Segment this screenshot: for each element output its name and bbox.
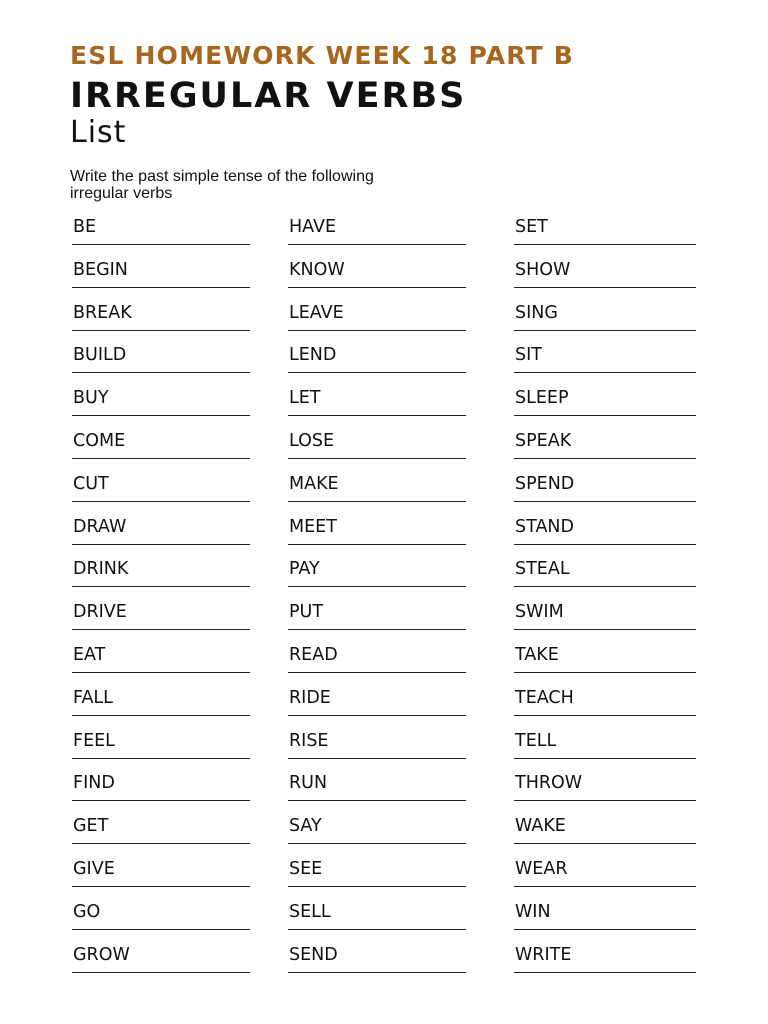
verb-label: FALL	[73, 687, 113, 708]
answer-blank-line[interactable]	[288, 330, 466, 331]
verb-label: SING	[515, 302, 558, 323]
answer-blank-line[interactable]	[72, 244, 250, 245]
verb-row	[514, 852, 696, 895]
verb-row	[514, 338, 696, 381]
answer-blank-line[interactable]	[288, 672, 466, 673]
verb-label: LEND	[289, 345, 337, 366]
verb-row	[72, 253, 250, 296]
verb-label: WAKE	[515, 816, 566, 837]
verb-label: TELL	[515, 730, 557, 751]
verb-row	[72, 809, 250, 852]
answer-blank-line[interactable]	[72, 330, 250, 331]
verb-label: RIDE	[289, 687, 331, 708]
verb-label: BUY	[73, 388, 109, 409]
verb-row	[72, 724, 250, 767]
answer-blank-line[interactable]	[514, 758, 696, 759]
answer-blank-line[interactable]	[288, 886, 466, 887]
verb-row	[72, 681, 250, 724]
instructions-text: Write the past simple tense of the following irregular verbs	[70, 168, 374, 202]
answer-blank-line[interactable]	[72, 287, 250, 288]
verb-label: BUILD	[73, 345, 127, 366]
verb-row	[72, 424, 250, 467]
answer-blank-line[interactable]	[72, 715, 250, 716]
page-subtitle: List	[70, 115, 127, 150]
verb-row	[72, 638, 250, 681]
verb-label: LOSE	[289, 430, 335, 451]
verb-label: PAY	[289, 559, 320, 580]
answer-blank-line[interactable]	[514, 886, 696, 887]
answer-blank-line[interactable]	[72, 415, 250, 416]
verb-row	[72, 552, 250, 595]
verb-row	[288, 809, 466, 852]
verb-row	[514, 381, 696, 424]
verb-label: GET	[73, 816, 109, 837]
verb-label: WIN	[515, 901, 551, 922]
verb-row	[72, 938, 250, 981]
verb-label: KNOW	[289, 259, 345, 280]
verb-row	[288, 424, 466, 467]
verb-label: GROW	[73, 944, 130, 965]
verb-row	[514, 766, 696, 809]
verb-column-2	[288, 210, 466, 980]
verb-row	[72, 852, 250, 895]
answer-blank-line[interactable]	[288, 415, 466, 416]
verb-row	[72, 210, 250, 253]
answer-blank-line[interactable]	[514, 972, 696, 973]
verb-row	[288, 595, 466, 638]
verb-label: DRIVE	[73, 602, 127, 623]
verb-row	[72, 381, 250, 424]
verb-row	[72, 467, 250, 510]
verb-label: BE	[73, 217, 97, 237]
answer-blank-line[interactable]	[288, 629, 466, 630]
answer-blank-line[interactable]	[514, 800, 696, 801]
answer-blank-line[interactable]	[288, 544, 466, 545]
answer-blank-line[interactable]	[288, 800, 466, 801]
verb-row	[288, 895, 466, 938]
answer-blank-line[interactable]	[288, 586, 466, 587]
answer-blank-line[interactable]	[514, 586, 696, 587]
verb-label: DRINK	[73, 559, 129, 580]
verb-label: SEND	[289, 944, 338, 965]
verb-label: HAVE	[289, 217, 337, 237]
answer-blank-line[interactable]	[288, 843, 466, 844]
verb-row	[288, 938, 466, 981]
verb-label: BREAK	[73, 302, 132, 323]
verb-row	[288, 852, 466, 895]
verb-label: STEAL	[515, 559, 570, 580]
verb-row	[514, 681, 696, 724]
verb-label: SHOW	[515, 259, 571, 280]
answer-blank-line[interactable]	[72, 501, 250, 502]
verb-row	[514, 552, 696, 595]
answer-blank-line[interactable]	[514, 330, 696, 331]
answer-blank-line[interactable]	[514, 458, 696, 459]
verb-label: CUT	[73, 473, 109, 494]
answer-blank-line[interactable]	[72, 886, 250, 887]
verb-column-3	[514, 210, 696, 980]
verb-row	[514, 467, 696, 510]
answer-blank-line[interactable]	[72, 929, 250, 930]
verb-label: GIVE	[73, 858, 115, 879]
answer-blank-line[interactable]	[72, 672, 250, 673]
verb-label: DRAW	[73, 516, 127, 537]
verb-row	[514, 638, 696, 681]
verb-row	[288, 253, 466, 296]
answer-blank-line[interactable]	[72, 629, 250, 630]
verb-row	[514, 424, 696, 467]
worksheet-kicker: ESL HOMEWORK WEEK 18 PART B	[70, 41, 575, 70]
verb-label: TAKE	[515, 644, 559, 665]
answer-blank-line[interactable]	[514, 672, 696, 673]
verb-row	[514, 938, 696, 981]
answer-blank-line[interactable]	[514, 372, 696, 373]
page-title: IRREGULAR VERBS	[70, 76, 467, 116]
verb-row	[288, 681, 466, 724]
verb-label: COME	[73, 430, 126, 451]
answer-blank-line[interactable]	[514, 244, 696, 245]
verb-row	[288, 381, 466, 424]
verb-row	[288, 724, 466, 767]
verb-label: SAY	[289, 816, 322, 837]
answer-blank-line[interactable]	[514, 287, 696, 288]
verb-row	[288, 467, 466, 510]
verb-label: WEAR	[515, 858, 568, 879]
verb-label: MAKE	[289, 473, 339, 494]
verb-label: RISE	[289, 730, 329, 751]
verb-row	[514, 895, 696, 938]
answer-blank-line[interactable]	[72, 972, 250, 973]
verb-row	[514, 724, 696, 767]
verb-label: FEEL	[73, 730, 115, 751]
answer-blank-line[interactable]	[72, 800, 250, 801]
verb-row	[72, 895, 250, 938]
verb-label: SWIM	[515, 602, 564, 623]
verb-row	[72, 296, 250, 339]
answer-blank-line[interactable]	[72, 758, 250, 759]
verb-row	[288, 638, 466, 681]
verb-row	[514, 210, 696, 253]
verb-row	[514, 809, 696, 852]
answer-blank-line[interactable]	[288, 715, 466, 716]
verb-row	[514, 595, 696, 638]
answer-blank-line[interactable]	[72, 372, 250, 373]
verb-row	[288, 210, 466, 253]
answer-blank-line[interactable]	[288, 501, 466, 502]
answer-blank-line[interactable]	[514, 629, 696, 630]
verb-label: READ	[289, 644, 338, 665]
verb-label: SPEAK	[515, 430, 572, 451]
verb-row	[288, 552, 466, 595]
answer-blank-line[interactable]	[288, 458, 466, 459]
verb-label: SLEEP	[515, 388, 569, 409]
verb-label: SELL	[289, 901, 331, 922]
answer-blank-line[interactable]	[514, 843, 696, 844]
verb-row	[72, 510, 250, 553]
verb-label: SPEND	[515, 473, 575, 494]
verb-label: LEAVE	[289, 302, 344, 323]
verb-label: SEE	[289, 858, 323, 879]
verb-row	[514, 253, 696, 296]
answer-blank-line[interactable]	[288, 287, 466, 288]
answer-blank-line[interactable]	[514, 501, 696, 502]
verb-label: THROW	[515, 773, 583, 794]
verb-label: MEET	[289, 516, 337, 537]
verb-label: EAT	[73, 644, 106, 665]
verb-label: STAND	[515, 516, 574, 537]
verb-label: GO	[73, 901, 101, 922]
verb-row	[72, 595, 250, 638]
verb-column-1	[72, 210, 250, 980]
answer-blank-line[interactable]	[72, 586, 250, 587]
answer-blank-line[interactable]	[514, 415, 696, 416]
verb-row	[514, 296, 696, 339]
answer-blank-line[interactable]	[288, 244, 466, 245]
answer-blank-line[interactable]	[288, 929, 466, 930]
verb-row	[72, 766, 250, 809]
verb-label: LET	[289, 388, 321, 409]
answer-blank-line[interactable]	[514, 544, 696, 545]
verb-label: RUN	[289, 773, 328, 794]
answer-blank-line[interactable]	[514, 929, 696, 930]
verb-row	[288, 510, 466, 553]
verb-label: SIT	[515, 345, 542, 366]
verb-label: BEGIN	[73, 259, 128, 280]
verb-label: PUT	[289, 602, 324, 623]
answer-blank-line[interactable]	[72, 843, 250, 844]
verb-row	[514, 510, 696, 553]
answer-blank-line[interactable]	[288, 758, 466, 759]
answer-blank-line[interactable]	[72, 544, 250, 545]
answer-blank-line[interactable]	[72, 458, 250, 459]
verb-row	[288, 296, 466, 339]
verb-label: SET	[515, 217, 548, 237]
answer-blank-line[interactable]	[514, 715, 696, 716]
verb-label: TEACH	[515, 687, 574, 708]
verb-label: FIND	[73, 773, 115, 794]
verb-row	[288, 766, 466, 809]
answer-blank-line[interactable]	[288, 372, 466, 373]
verb-label: WRITE	[515, 944, 572, 965]
verb-row	[72, 338, 250, 381]
verb-row	[288, 338, 466, 381]
answer-blank-line[interactable]	[288, 972, 466, 973]
